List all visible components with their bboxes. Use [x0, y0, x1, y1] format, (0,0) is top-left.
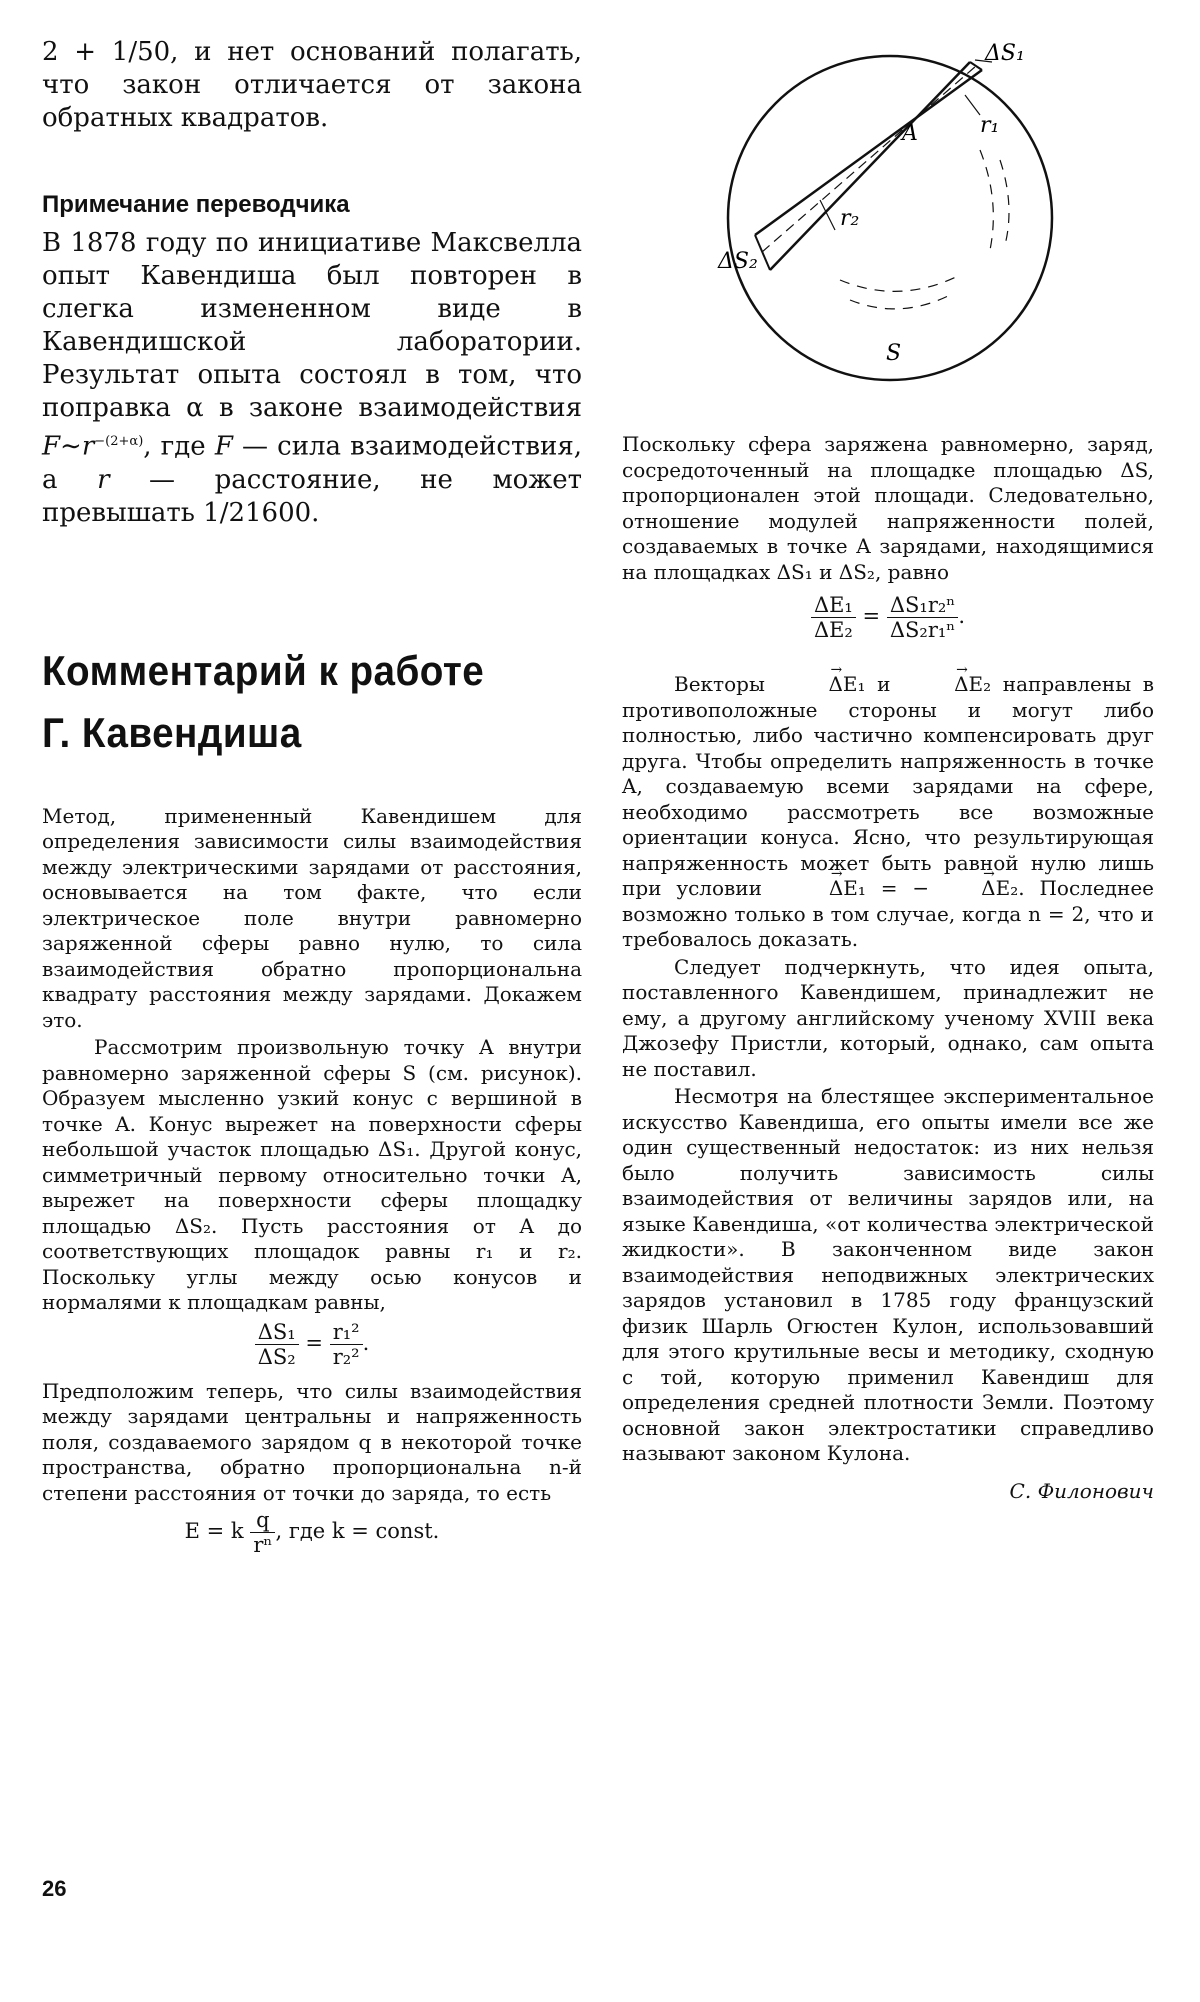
article-paragraph-5: Векторы → ΔE₁ и → ΔE₂ направлены в противоположные стороны и могут либо полностью, либо частично компенсировать друг друга. Чтобы определить напряженность в точке A, создаваемую всеми зарядами на сфере, необходимо рассмотреть все возможные ориентации конуса. Ясно, что результирующая напряженность может быть равной нулю лишь при условии → ΔE₁ = −→ ΔE₂. Последнее возможно только в том случае, когда n = 2, что и требовалось доказать. — [622, 672, 1154, 953]
formula-field-ratio-right: $\frac{\text{ΔS₁r₂ⁿ}}{\text{ΔS₂r₁ⁿ}}$ — [887, 593, 959, 642]
label-r1: r₁ — [980, 113, 1000, 138]
article-paragraph-4: Поскольку сфера заряжена равномерно, заряд, сосредоточенный на площадке площадью ΔS, пропорционален этой площади. Следовательно, отношение модулей напряженности полей, создаваемых в точке A зарядами, находящимися на площадках ΔS₁ и ΔS₂, равно — [622, 432, 1154, 584]
signature: С. Филонович — [1009, 1478, 1154, 1503]
sphere-diagram — [700, 20, 1160, 400]
formula-field: E = k $\frac{q}{\text{rⁿ}}$ , где k = const. — [184, 1508, 440, 1558]
left-column — [42, 0, 582, 1557]
formula-area-ratio: $\frac{\text{ΔS₁}}{\text{ΔS₂}}$ = $\frac{\text{r₁²}}{\text{r₂²}}$ . — [42, 1320, 582, 1369]
translator-note-text: В 1878 году по инициативе Максвелла опыт Кавендиша был повторен в слегка измененном виде в Кавендишской лаборатории. Результат опыта состоял в том, что поправка α в законе взаимодействия $F\sim r^{-(2+\alpha)}$, где F — сила взаимодействия, а r — расстояние, не может превышать 1/21600. — [42, 228, 583, 528]
sphere-figure — [700, 20, 1160, 400]
translator-note-heading: Примечание переводчика — [42, 191, 350, 218]
article-paragraph-2: Рассмотрим произвольную точку A внутри равномерно заряженной сферы S (см. рисунок). Образуем мысленно узкий конус с вершиной в точке A. Конус вырежет на поверхности сферы небольшой участок площадью ΔS₁. Другой конус, симметричный первому относительно точки A, вырежет на поверхности сферы площадку площадью ΔS₂. Пусть расстояния от A до соответствующих площадок равны r₁ и r₂. Поскольку углы между осью конусов и нормалями к площадкам равны, — [42, 1035, 582, 1315]
label-S: S — [886, 341, 902, 366]
page-number: 26 — [42, 1876, 67, 1901]
formula-field-fraction: $\frac{q}{\text{rⁿ}}$ — [250, 1508, 275, 1557]
article-paragraph-7: Несмотря на блестящее экспериментальное искусство Кавендиша, его опыты имели все же один существенный недостаток: из них нельзя было получить зависимость силы взаимодействия от величины зарядов или, на языке Кавендиша, «от количества электрической жидкости». В законченном виде закон взаимодействия неподвижных электрических зарядов установил в 1785 году французский физик Шарль Огюстен Кулон, использовавший для этого крутильные весы и методику, сходную с той, которую применил Кавендиш для определения средней плотности Земли. Поэтому основной закон электростатики справедливо называют законом Кулона. — [622, 1084, 1154, 1465]
intro-continuation: 2 + 1/50, и нет оснований полагать, что закон отличается от закона обратных квадратов. — [42, 37, 582, 133]
article-title: Комментарий к работе Г. Кавендиша — [42, 646, 485, 756]
article-paragraph-6: Следует подчеркнуть, что идея опыта, поставленного Кавендишем, принадлежит не ему, а другому английскому ученому XVIII века Джозефу Пристли, который, однако, сам опыта не поставил. — [622, 954, 1154, 1081]
formula-area-ratio-right: $\frac{\text{r₁²}}{\text{r₂²}}$ — [330, 1320, 363, 1369]
formula-field-ratio: $\frac{\text{ΔE₁}}{\text{ΔE₂}}$ = $\frac{\text{ΔS₁r₂ⁿ}}{\text{ΔS₂r₁ⁿ}}$ . — [622, 593, 1154, 642]
right-column — [622, 432, 1154, 1503]
label-dS2: ΔS₂ — [718, 249, 758, 274]
label-A: A — [902, 121, 918, 146]
formula-field-ratio-left: $\frac{\text{ΔE₁}}{\text{ΔE₂}}$ — [811, 593, 856, 642]
article-paragraph-1: Метод, примененный Кавендишем для определения зависимости силы взаимодействия между электрическими зарядами от расстояния, основывается на том факте, что если электрическое поле внутри равномерно заряженной сферы равно нулю, то сила взаимодействия обратно пропорциональна квадрату расстояния между зарядами. Докажем это. — [42, 803, 582, 1032]
label-dS1: ΔS₁ — [985, 41, 1025, 66]
label-r2: r₂ — [840, 206, 860, 231]
formula-area-ratio-left: $\frac{\text{ΔS₁}}{\text{ΔS₂}}$ — [255, 1320, 299, 1369]
article-paragraph-3: Предположим теперь, что силы взаимодействия между зарядами центральны и напряженность поля, создаваемого зарядом q в некоторой точке пространства, обратно пропорциональна n-й степени расстояния от точки до заряда, то есть — [42, 1378, 582, 1505]
